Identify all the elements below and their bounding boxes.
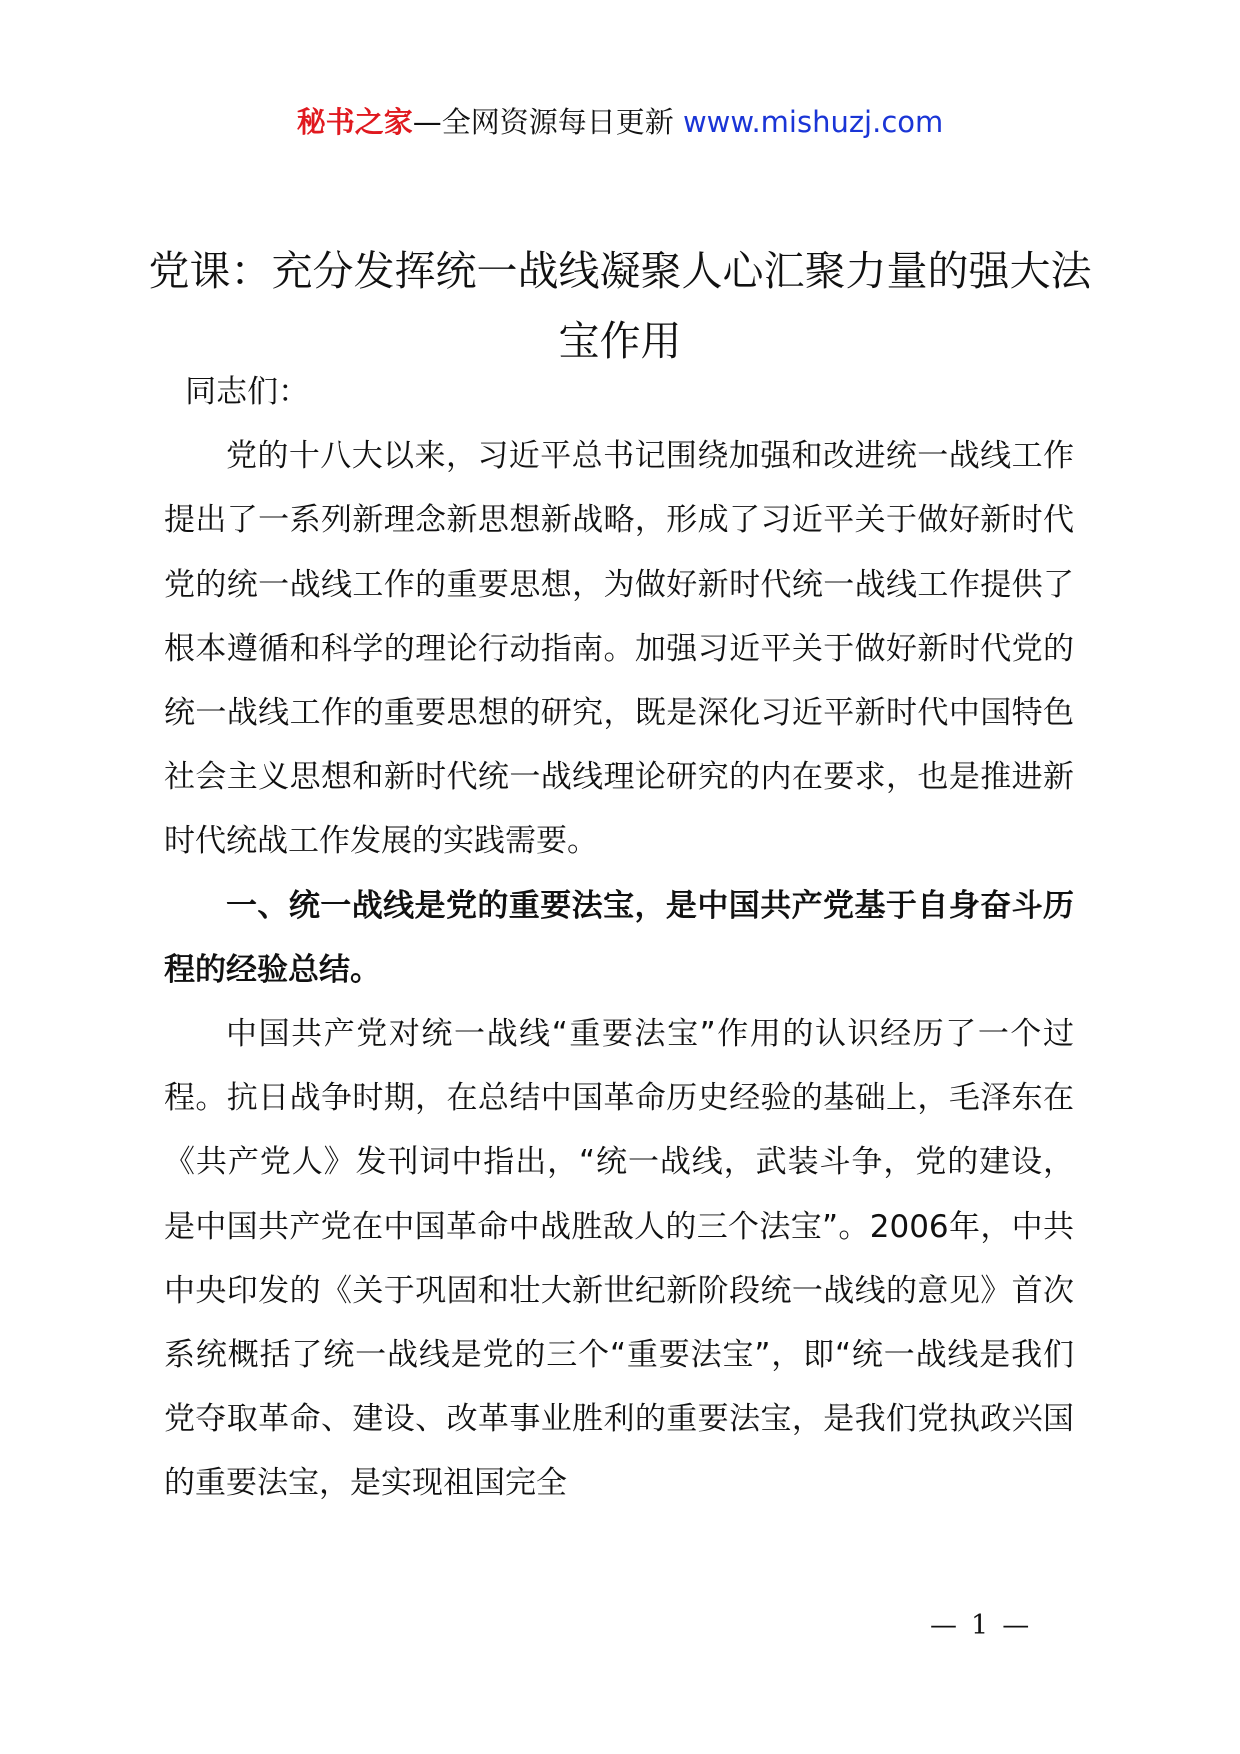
body-paragraph: 党的十八大以来，习近平总书记围绕加强和改进统一战线工作提出了一系列新理念新思想新战略，形成了习近平关于做好新时代党的统一战线工作的重要思想，为做好新时代统一战线工作提供了根本遵循和科学的理论行动指南。加强习近平关于做好新时代党的统一战线工作的重要思想的研究，既是深化习近平新时代中国特色社会主义思想和新时代统一战线理论研究的内在要求，也是推进新时代统战工作发展的实践需要。 [164, 438, 1074, 860]
salutation: 同志们： [185, 374, 310, 410]
footer-dash-right: — [1002, 1610, 1030, 1641]
body-paragraph: 中国共产党对统一战线“重要法宝”作用的认识经历了一个过程。抗日战争时期，在总结中国革命历史经验的基础上，毛泽东在《共产党人》发刊词中指出，“统一战线，武装斗争，党的建设，是中国共产党在中国革命中战胜敌人的三个法宝”。2006年，中共中央印发的《关于巩固和壮大新世纪新阶段统一战线的意见》首次系统概括了统一战线是党的三个“重要法宝”，即“统一战线是我们党夺取革命、建设、改革事业胜利的重要法宝，是我们党执政兴国的重要法宝，是实现祖国完全 [164, 1016, 1074, 1502]
page-footer [930, 1606, 1050, 1646]
document-title: 党课：充分发挥统一战线凝聚人心汇聚力量的强大法宝作用 [148, 247, 1092, 365]
site-url-link[interactable]: www.mishuzj.com [682, 105, 944, 139]
site-slogan: —全网资源每日更新 [412, 105, 683, 139]
document-body [164, 372, 1074, 1516]
site-brand: 秘书之家 [296, 105, 413, 139]
footer-dash-left: — [930, 1610, 957, 1641]
page-number: 1 [971, 1610, 989, 1641]
section-heading: 一、统一战线是党的重要法宝，是中国共产党基于自身奋斗历程的经验总结。 [164, 887, 1074, 988]
site-header [0, 100, 1240, 144]
